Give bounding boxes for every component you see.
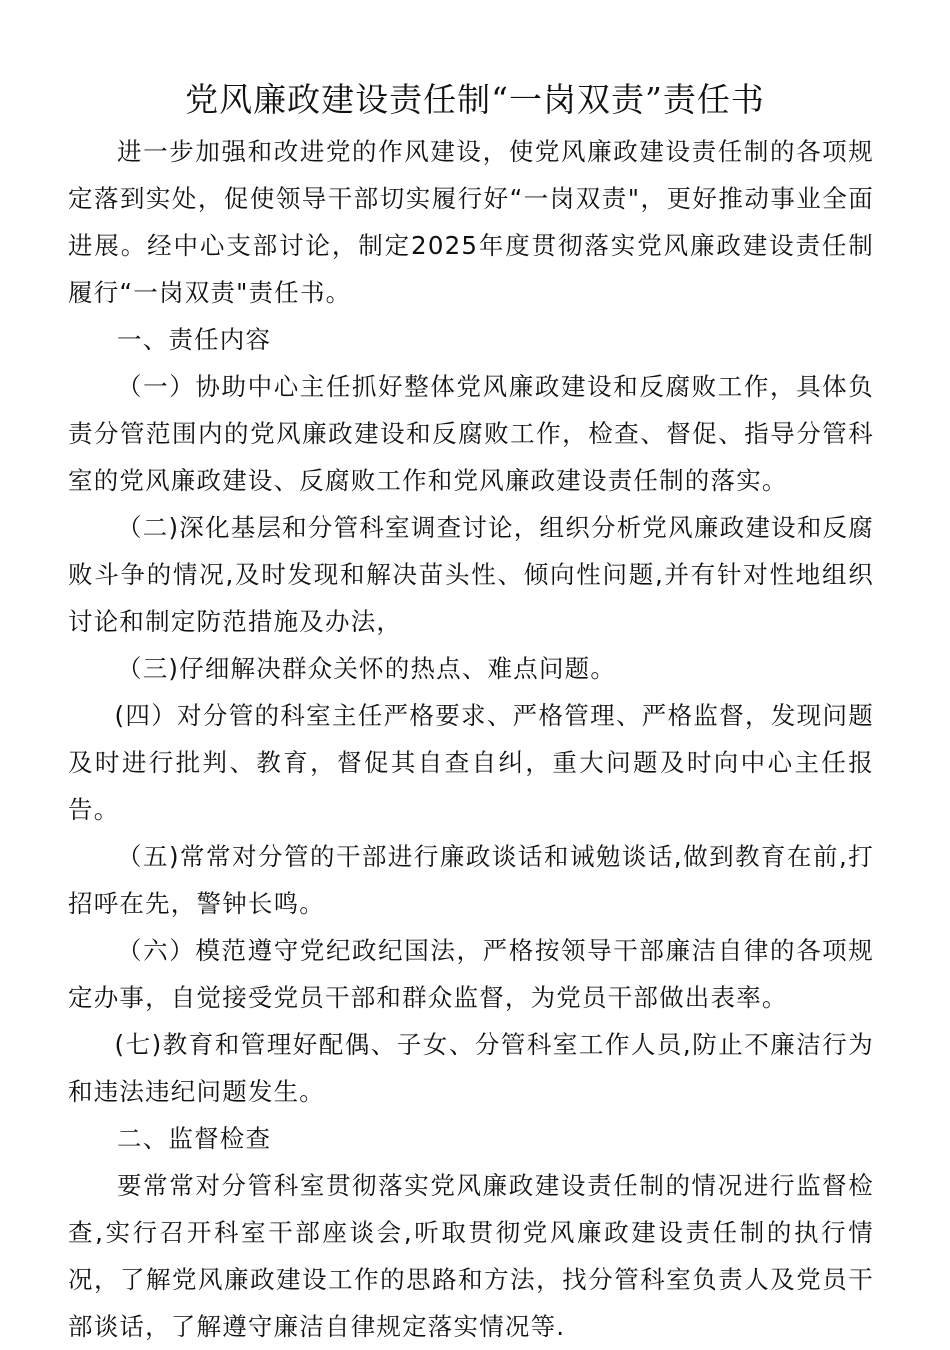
- document-body: [68, 128, 874, 1350]
- responsibility-item: （一）协助中心主任抓好整体党风廉政建设和反腐败工作，具体负责分管范围内的党风廉政建设和反腐败工作，检查、督促、指导分管科室的党风廉政建设、反腐败工作和党风廉政建设责任制的落实。: [68, 372, 874, 495]
- responsibility-item: (四）对分管的科室主任严格要求、严格管理、严格监督，发现问题及时进行批判、教育，督促其自查自纠，重大问题及时向中心主任报告。: [68, 701, 874, 824]
- supervision-paragraph: 要常常对分管科室贯彻落实党风廉政建设责任制的情况进行监督检查,实行召开科室干部座谈会,听取贯彻党风廉政建设责任制的执行情况，了解党风廉政建设工作的思路和方法，找分管科室负责人及党员干部谈话，了解遵守廉洁自律规定落实情况等.: [68, 1171, 874, 1341]
- document-title: 党风廉政建设责任制“一岗双责”责任书: [185, 80, 765, 119]
- intro-paragraph: 进一步加强和改进党的作风建设，使党风廉政建设责任制的各项规定落到实处，促使领导干部切实履行好“一岗双责"，更好推动事业全面进展。经中心支部讨论，制定2025年度贯彻落实党风廉政建设责任制履行“一岗双责"责任书。: [68, 137, 874, 307]
- responsibility-item: （六）模范遵守党纪政纪国法，严格按领导干部廉洁自律的各项规定办事，自觉接受党员干部和群众监督，为党员干部做出表率。: [68, 936, 874, 1012]
- section-heading-supervision: 二、监督检查: [117, 1124, 272, 1153]
- responsibility-item: (七)教育和管理好配偶、子女、分管科室工作人员,防止不廉洁行为和违法违纪问题发生。: [68, 1030, 874, 1106]
- responsibility-item: （五)常常对分管的干部进行廉政谈话和诫勉谈话,做到教育在前,打招呼在先，警钟长鸣。: [68, 842, 874, 918]
- section-heading-responsibilities: 一、责任内容: [117, 325, 272, 354]
- responsibility-item: （三)仔细解决群众关怀的热点、难点问题。: [117, 654, 617, 683]
- responsibility-item: （二)深化基层和分管科室调查讨论，组织分析党风廉政建设和反腐败斗争的情况,及时发现和解决苗头性、倾向性问题,并有针对性地组织讨论和制定防范措施及办法，: [68, 513, 874, 636]
